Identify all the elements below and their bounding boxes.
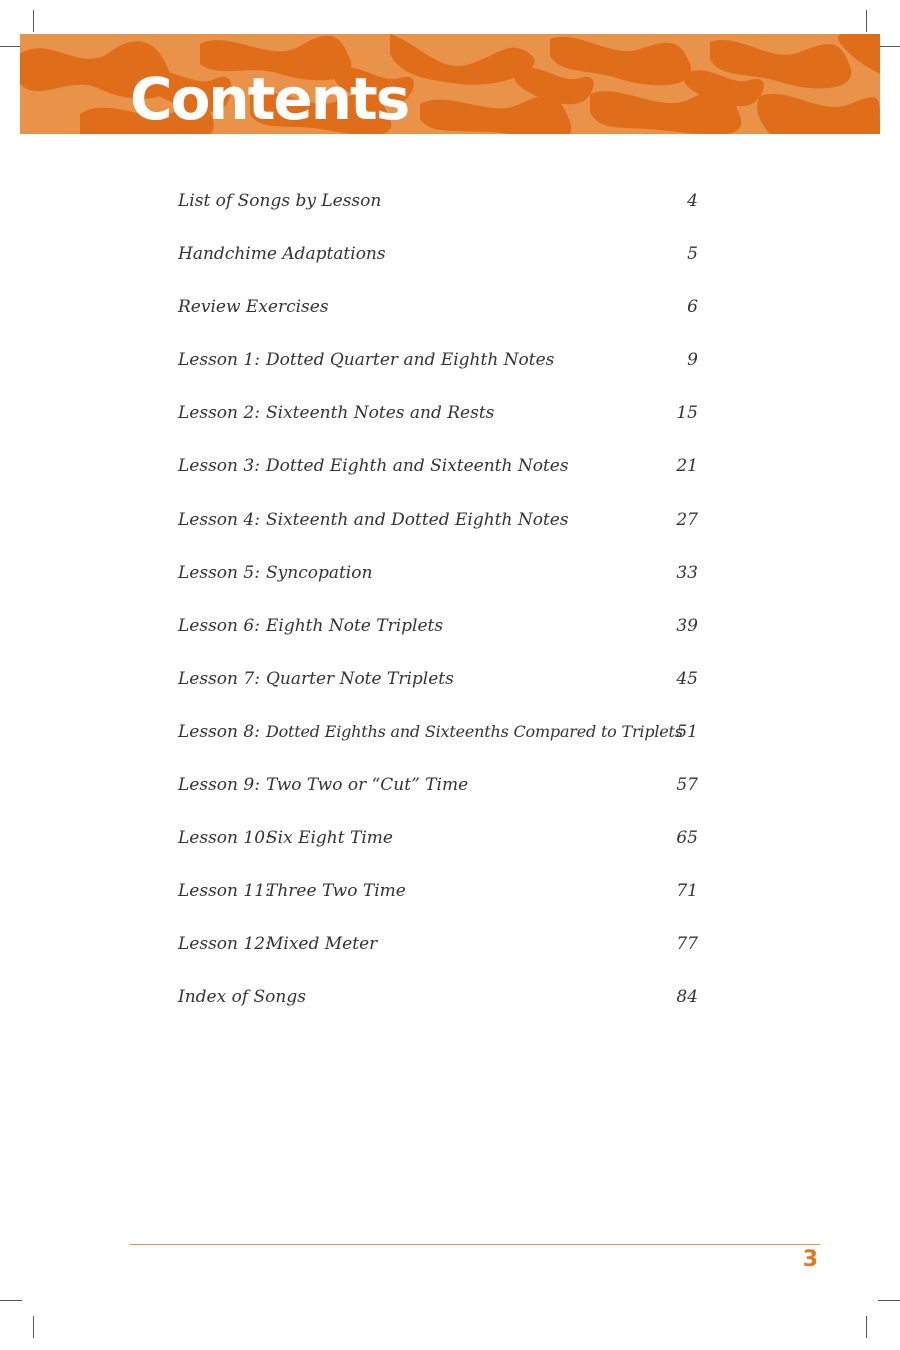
toc-lesson-label: Lesson 3: <box>178 456 260 477</box>
toc-page-number: 27 <box>676 509 698 530</box>
toc-lesson-label: Lesson 4: <box>178 509 260 530</box>
toc-page-number: 9 <box>687 350 698 371</box>
toc-page-number: 4 <box>687 191 698 211</box>
table-of-contents <box>178 183 698 1033</box>
toc-entry-title: Eighth Note Triplets <box>266 615 444 636</box>
toc-entry-title: Six Eight Time <box>266 828 393 849</box>
crop-mark <box>878 1300 900 1301</box>
toc-entry <box>178 236 698 289</box>
crop-mark <box>33 10 34 32</box>
toc-page-number: 6 <box>687 297 698 318</box>
toc-page-number: 5 <box>687 244 698 265</box>
toc-entry-title: Dotted Eighths and Sixteenths Compared to Triplets <box>266 721 683 741</box>
toc-entry <box>178 767 698 820</box>
toc-entry <box>178 448 698 501</box>
toc-entry-title: Two Two or “Cut” Time <box>266 775 469 796</box>
toc-entry-title: Three Two Time <box>266 881 406 902</box>
crop-mark <box>0 46 22 47</box>
toc-entry <box>178 289 698 342</box>
toc-lesson-label: Lesson 9: <box>178 775 260 796</box>
toc-page-number: 71 <box>676 881 698 902</box>
toc-page-number: 39 <box>676 615 698 636</box>
toc-entry-title: Dotted Quarter and Eighth Notes <box>266 350 555 371</box>
toc-entry-title: List of Songs by Lesson <box>178 191 382 211</box>
page-title: Contents <box>130 65 409 133</box>
toc-page-number: 84 <box>676 987 698 1008</box>
toc-entry-title: Syncopation <box>266 562 373 583</box>
toc-entry <box>178 395 698 448</box>
toc-entry-title: Quarter Note Triplets <box>266 668 454 689</box>
crop-mark <box>866 10 867 32</box>
page-number: 3 <box>802 1247 818 1272</box>
toc-entry-title: Review Exercises <box>178 297 329 318</box>
toc-entry <box>178 926 698 979</box>
toc-page-number: 57 <box>676 775 698 796</box>
toc-page-number: 33 <box>676 562 698 583</box>
toc-page-number: 15 <box>676 403 698 424</box>
toc-entry <box>178 342 698 395</box>
toc-entry-title: Index of Songs <box>178 987 306 1008</box>
crop-mark <box>33 1316 34 1338</box>
crop-mark <box>878 46 900 47</box>
toc-entry <box>178 502 698 555</box>
toc-page-number: 21 <box>676 456 698 477</box>
toc-entry-title: Sixteenth Notes and Rests <box>266 403 495 424</box>
toc-entry <box>178 555 698 608</box>
toc-lesson-label: Lesson 11: <box>178 881 271 902</box>
toc-entry <box>178 183 698 236</box>
crop-mark <box>0 1300 22 1301</box>
toc-lesson-label: Lesson 1: <box>178 350 260 371</box>
toc-entry-title: Sixteenth and Dotted Eighth Notes <box>266 509 569 530</box>
toc-lesson-label: Lesson 8: <box>178 721 260 742</box>
toc-entry <box>178 873 698 926</box>
toc-lesson-label: Lesson 5: <box>178 562 260 583</box>
toc-lesson-label: Lesson 12: <box>178 934 271 955</box>
toc-page-number: 77 <box>676 934 698 955</box>
crop-mark <box>866 1316 867 1338</box>
toc-lesson-label: Lesson 6: <box>178 615 260 636</box>
toc-entry <box>178 608 698 661</box>
toc-lesson-label: Lesson 10: <box>178 828 271 849</box>
toc-entry <box>178 714 698 767</box>
toc-entry <box>178 820 698 873</box>
toc-entry-title: Dotted Eighth and Sixteenth Notes <box>266 456 569 477</box>
toc-page-number: 45 <box>676 668 698 689</box>
header-banner <box>20 34 880 134</box>
toc-page-number: 51 <box>676 721 698 742</box>
toc-entry-title: Handchime Adaptations <box>178 244 386 265</box>
footer-rule <box>130 1244 820 1245</box>
toc-entry <box>178 661 698 714</box>
toc-lesson-label: Lesson 2: <box>178 403 260 424</box>
toc-lesson-label: Lesson 7: <box>178 668 260 689</box>
toc-page-number: 65 <box>676 828 698 849</box>
toc-entry <box>178 979 698 1032</box>
toc-entry-title: Mixed Meter <box>266 934 378 955</box>
